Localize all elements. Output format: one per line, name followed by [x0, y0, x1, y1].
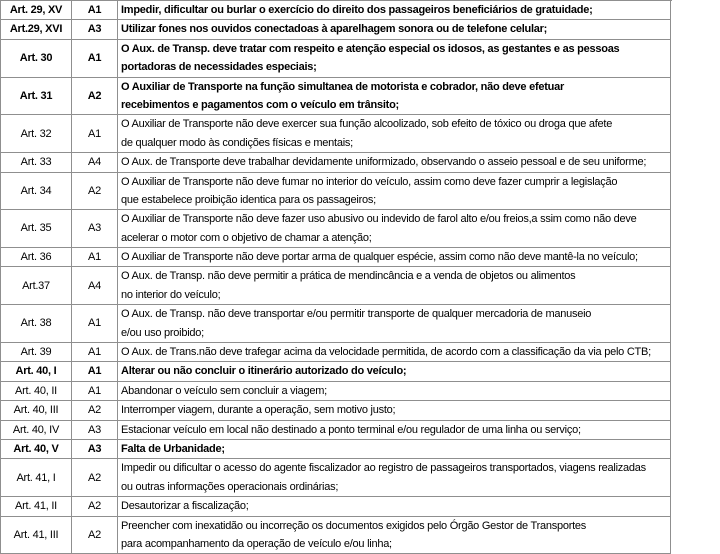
- severity-cell: [72, 459, 118, 497]
- description-cell: [118, 401, 671, 420]
- description-line: Abandonar o veículo sem concluir a viagem;: [121, 384, 327, 397]
- description-line: O Aux. de Transp. não deve permitir a prática de mendincância e a venda de objetos ou alimentos: [121, 270, 576, 283]
- description-cell: [118, 421, 671, 440]
- article-label: Art. 40, III: [13, 404, 59, 417]
- severity-cell: [72, 382, 118, 401]
- article-cell: [1, 115, 72, 153]
- article-label: Art. 30: [19, 51, 53, 64]
- article-label: Art. 41, II: [15, 500, 57, 513]
- severity-label: A1: [88, 346, 101, 359]
- description-line: O Auxiliar de Transporte não deve exercer sua função alcoolizado, sob efeito de tóxico ou droga que afete: [121, 118, 613, 131]
- table-row: [1, 153, 672, 172]
- severity-label: A2: [88, 471, 101, 484]
- severity-cell: [72, 517, 118, 554]
- article-cell: [1, 210, 72, 248]
- severity-cell: [72, 173, 118, 211]
- table-row: [1, 305, 672, 343]
- description-line: Impedir, dificultar ou burlar o exercício do direito dos passageiros beneficiários de gratuidade;: [121, 4, 593, 16]
- article-cell: [1, 382, 72, 401]
- severity-label: A1: [88, 251, 101, 264]
- severity-label: A4: [88, 279, 101, 292]
- article-label: Art. 32: [20, 127, 52, 140]
- severity-cell: [72, 153, 118, 172]
- description-cell: [118, 440, 671, 459]
- article-label: Art. 29, XV: [9, 4, 63, 16]
- table-row: [1, 115, 672, 153]
- severity-cell: [72, 78, 118, 116]
- description-cell: [118, 1, 671, 20]
- severity-cell: [72, 440, 118, 459]
- description-line: O Aux. de Transp. deve tratar com respeito e atenção especial os idosos, as gestantes e as pessoas: [121, 42, 620, 55]
- description-cell: [118, 343, 671, 362]
- table-row: [1, 173, 672, 211]
- article-label: Art. 36: [20, 251, 52, 264]
- description-line: Falta de Urbanidade;: [121, 442, 225, 455]
- table-row: [1, 421, 672, 440]
- table-row: [1, 401, 672, 420]
- article-cell: [1, 343, 72, 362]
- severity-cell: [72, 343, 118, 362]
- description-line: Utilizar fones nos ouvidos conectadoas à aparelhagem sonora ou de telefone celular;: [121, 23, 548, 36]
- description-cell: [118, 40, 671, 78]
- severity-label: A2: [88, 184, 101, 197]
- article-cell: [1, 305, 72, 343]
- description-cell: [118, 20, 671, 39]
- severity-cell: [72, 401, 118, 420]
- table-row: [1, 517, 672, 554]
- description-line: que estabelece proibição identica para os passageiros;: [121, 193, 376, 206]
- table-row: [1, 362, 672, 381]
- article-label: Art. 31: [19, 89, 53, 102]
- article-cell: [1, 440, 72, 459]
- description-line: no interior do veículo;: [121, 288, 221, 301]
- article-label: Art. 40, IV: [12, 423, 60, 436]
- description-cell: [118, 517, 671, 554]
- table-row: [1, 382, 672, 401]
- description-cell: [118, 210, 671, 248]
- article-label: Art. 40, I: [15, 365, 57, 378]
- severity-label: A3: [87, 23, 102, 36]
- description-cell: [118, 173, 671, 211]
- severity-label: A1: [87, 4, 102, 16]
- article-cell: [1, 1, 72, 20]
- article-label: Art. 41, III: [13, 528, 59, 541]
- article-label: Art. 38: [20, 317, 52, 330]
- severity-label: A3: [88, 222, 101, 235]
- table-row: [1, 1, 672, 20]
- description-cell: [118, 362, 671, 381]
- article-cell: [1, 78, 72, 116]
- description-line: O Auxiliar de Transporte não deve fazer uso abusivo ou indevido de farol alto e/ou freios,a ssim como não deve: [121, 213, 637, 226]
- article-label: Art. 40, V: [13, 442, 59, 455]
- table-row: [1, 440, 672, 459]
- article-label: Art. 34: [20, 184, 52, 197]
- description-line: ou outras informações operacionais ordinárias;: [121, 480, 339, 493]
- description-line: para acompanhamento da operação de veículo e/ou linha;: [121, 537, 392, 550]
- description-line: Interromper viagem, durante a operação, sem motivo justo;: [121, 404, 396, 417]
- severity-cell: [72, 210, 118, 248]
- severity-label: A1: [87, 365, 102, 378]
- severity-label: A2: [87, 89, 102, 102]
- severity-label: A1: [88, 317, 101, 330]
- description-line: Impedir ou dificultar o acesso do agente fiscalizador ao registro de passageiros transportados, viagens realizadas: [121, 462, 646, 475]
- description-cell: [118, 78, 671, 116]
- severity-label: A3: [88, 423, 101, 436]
- severity-cell: [72, 497, 118, 516]
- severity-cell: [72, 421, 118, 440]
- severity-cell: [72, 267, 118, 305]
- severity-cell: [72, 248, 118, 267]
- description-line: Alterar ou não concluir o itinerário autorizado do veículo;: [121, 365, 407, 378]
- severity-label: A2: [88, 404, 101, 417]
- article-label: Art. 33: [20, 156, 52, 169]
- description-cell: [118, 267, 671, 305]
- article-cell: [1, 362, 72, 381]
- description-line: O Aux. de Transporte deve trabalhar devidamente uniformizado, observando o asseio pessoal e de seu uniforme;: [121, 156, 647, 169]
- table-row: [1, 343, 672, 362]
- description-line: O Auxiliar de Transporte não deve fumar no interior do veículo, assim como deve fazer cumprir a legislação: [121, 175, 618, 188]
- severity-label: A1: [88, 127, 101, 140]
- severity-label: A4: [88, 156, 101, 169]
- article-cell: [1, 153, 72, 172]
- article-cell: [1, 401, 72, 420]
- table-row: [1, 20, 672, 39]
- description-cell: [118, 248, 671, 267]
- severity-cell: [72, 1, 118, 20]
- description-line: de qualquer modo às condições físicas e mentais;: [121, 136, 353, 149]
- article-cell: [1, 421, 72, 440]
- description-line: acelerar o motor com o objetivo de chamar a atenção;: [121, 231, 372, 244]
- description-line: Desautorizar a fiscalização;: [121, 500, 249, 513]
- description-cell: [118, 497, 671, 516]
- severity-cell: [72, 115, 118, 153]
- description-line: O Auxiliar de Transporte não deve portar arma de qualquer espécie, assim como não deve mantê-la no veículo;: [121, 251, 638, 264]
- description-line: Estacionar veículo em local não destinado a ponto terminal e/ou regulador de uma linha ou serviço;: [121, 423, 581, 436]
- article-label: Art. 40, II: [15, 384, 57, 397]
- table-row: [1, 40, 672, 78]
- description-cell: [118, 153, 671, 172]
- description-line: O Auxiliar de Transporte na função simultanea de motorista e cobrador, não deve efetuar: [121, 80, 565, 93]
- description-cell: [118, 115, 671, 153]
- description-cell: [118, 382, 671, 401]
- article-cell: [1, 517, 72, 554]
- description-cell: [118, 305, 671, 343]
- description-line: Preencher com inexatidão ou incorreção os documentos exigidos pelo Órgão Gestor de Transportes: [121, 519, 587, 532]
- severity-label: A3: [87, 442, 102, 455]
- article-cell: [1, 248, 72, 267]
- article-cell: [1, 20, 72, 39]
- article-label: Art.29, XVI: [9, 23, 63, 36]
- severity-label: A2: [88, 528, 101, 541]
- severity-cell: [72, 20, 118, 39]
- table-row: [1, 248, 672, 267]
- table-row: [1, 497, 672, 516]
- table-row: [1, 459, 672, 497]
- severity-cell: [72, 40, 118, 78]
- article-cell: [1, 459, 72, 497]
- description-cell: [118, 459, 671, 497]
- description-line: recebimentos e pagamentos com o veículo em trânsito;: [121, 98, 399, 111]
- severity-label: A1: [88, 384, 101, 397]
- article-label: Art. 41, I: [16, 471, 56, 484]
- severity-label: A1: [87, 51, 102, 64]
- table-row: [1, 78, 672, 116]
- article-cell: [1, 497, 72, 516]
- description-line: portadoras de necessidades especiais;: [121, 61, 317, 74]
- severity-cell: [72, 305, 118, 343]
- severity-label: A2: [88, 500, 101, 513]
- table-row: [1, 210, 672, 248]
- description-line: O Aux. de Transp. não deve transportar e/ou permitir transporte de qualquer mercadoria de manuseio: [121, 308, 592, 321]
- description-line: e/ou uso proibido;: [121, 326, 204, 339]
- article-cell: [1, 173, 72, 211]
- article-cell: [1, 267, 72, 305]
- article-cell: [1, 40, 72, 78]
- article-label: Art. 39: [20, 346, 52, 359]
- severity-cell: [72, 362, 118, 381]
- article-label: Art.37: [22, 279, 50, 292]
- table-row: [1, 267, 672, 305]
- description-line: O Aux. de Trans.não deve trafegar acima da velocidade permitida, de acordo com a classificação da via pelo CTB;: [121, 346, 651, 359]
- article-label: Art. 35: [20, 222, 52, 235]
